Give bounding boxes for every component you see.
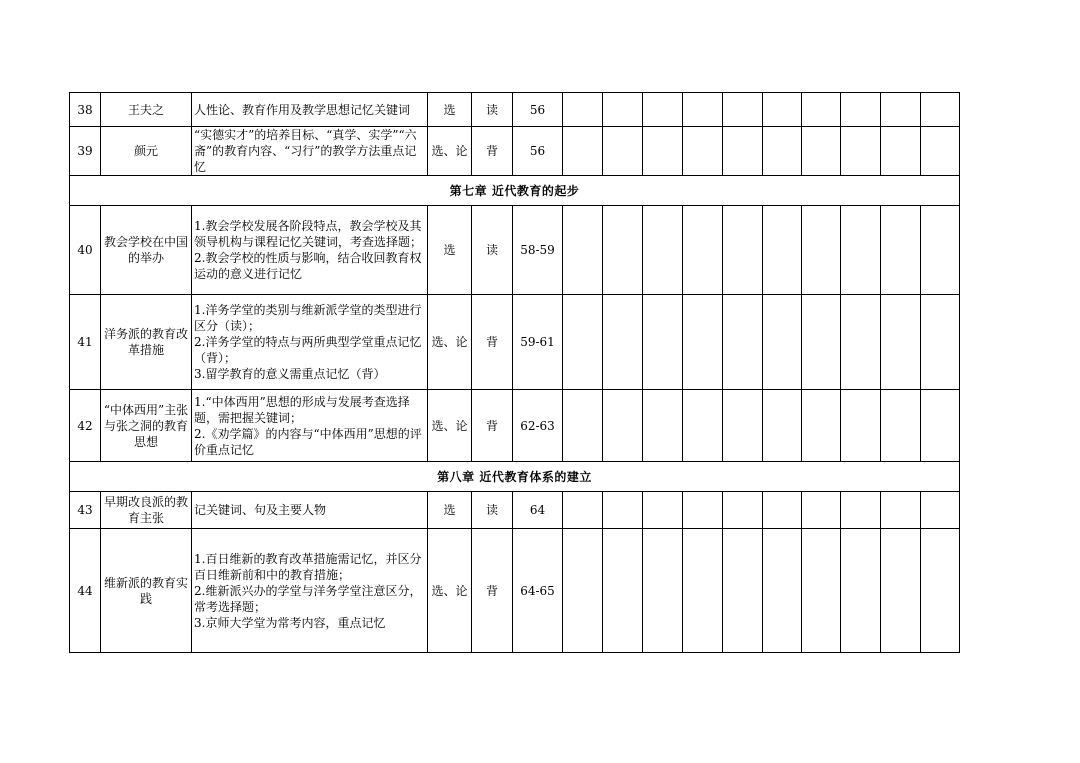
checkbox-cell (603, 492, 643, 529)
checkbox-cell (723, 93, 763, 127)
row-number: 41 (70, 295, 101, 390)
description-line: 2.洋务学堂的特点与两所典型学堂重点记忆（背）； (194, 335, 422, 365)
checkbox-cell (563, 127, 603, 176)
row-number: 44 (70, 529, 101, 653)
description-line: 2.《劝学篇》的内容与“中体西用”思想的评价重点记忆 (194, 426, 422, 457)
checkbox-cell (643, 390, 683, 462)
table-row (70, 529, 960, 653)
study-method-cell: 读 (472, 93, 513, 127)
checkbox-cell (763, 206, 802, 295)
study-method-cell: 背 (472, 295, 513, 390)
study-method-cell: 读 (472, 492, 513, 529)
checkbox-cell (643, 529, 683, 653)
checkbox-cell (763, 390, 802, 462)
table-row (70, 390, 960, 462)
study-method-cell: 背 (472, 127, 513, 176)
checkbox-cell (802, 295, 841, 390)
topic-cell: 颜元 (101, 127, 192, 176)
checkbox-cell (841, 295, 881, 390)
checkbox-cell (802, 93, 841, 127)
checkbox-cell (841, 93, 881, 127)
question-type-cell: 选 (428, 206, 472, 295)
chapter-row (70, 462, 960, 492)
checkbox-cell (881, 206, 921, 295)
study-method-cell: 背 (472, 390, 513, 462)
description-line: 3.留学教育的意义需重点记忆（背） (194, 367, 386, 381)
topic-cell: 教会学校在中国的举办 (101, 206, 192, 295)
checkbox-cell (683, 390, 723, 462)
checkbox-cell (921, 206, 960, 295)
checkbox-cell (723, 127, 763, 176)
description-cell (192, 93, 428, 127)
table-row (70, 492, 960, 529)
description-cell (192, 206, 428, 295)
checkbox-cell (643, 206, 683, 295)
checkbox-cell (563, 529, 603, 653)
study-method-cell: 背 (472, 529, 513, 653)
description-cell (192, 127, 428, 176)
checkbox-cell (723, 206, 763, 295)
checkbox-cell (563, 390, 603, 462)
row-number: 40 (70, 206, 101, 295)
checkbox-cell (881, 93, 921, 127)
checkbox-cell (603, 295, 643, 390)
row-number: 39 (70, 127, 101, 176)
page-range-cell: 58-59 (513, 206, 563, 295)
topic-cell: 早期改良派的教育主张 (101, 492, 192, 529)
checkbox-cell (921, 93, 960, 127)
checkbox-cell (683, 93, 723, 127)
checkbox-cell (802, 127, 841, 176)
description-cell (192, 295, 428, 390)
description-cell (192, 390, 428, 462)
checkbox-cell (603, 93, 643, 127)
checkbox-cell (683, 529, 723, 653)
checkbox-cell (881, 529, 921, 653)
page-range-cell: 56 (513, 127, 563, 176)
page-range-cell: 59-61 (513, 295, 563, 390)
description-cell (192, 492, 428, 529)
checkbox-cell (802, 390, 841, 462)
checkbox-cell (643, 93, 683, 127)
checkbox-cell (723, 529, 763, 653)
checkbox-cell (763, 529, 802, 653)
checkbox-cell (763, 492, 802, 529)
checkbox-cell (841, 206, 881, 295)
checkbox-cell (683, 127, 723, 176)
row-number: 43 (70, 492, 101, 529)
checkbox-cell (723, 492, 763, 529)
page-range-cell: 64 (513, 492, 563, 529)
checkbox-cell (921, 295, 960, 390)
question-type-cell: 选、论 (428, 390, 472, 462)
description-line: 3.京师大学堂为常考内容，重点记忆 (194, 615, 386, 630)
checkbox-cell (723, 295, 763, 390)
checkbox-cell (683, 492, 723, 529)
checkbox-cell (763, 295, 802, 390)
checkbox-cell (563, 492, 603, 529)
checkbox-cell (603, 127, 643, 176)
checkbox-cell (841, 390, 881, 462)
page-range-cell: 64-65 (513, 529, 563, 653)
checkbox-cell (643, 127, 683, 176)
page-range-cell: 62-63 (513, 390, 563, 462)
checkbox-cell (881, 295, 921, 390)
description-cell (192, 529, 428, 653)
checkbox-cell (763, 93, 802, 127)
table-row (70, 206, 960, 295)
question-type-cell: 选 (428, 492, 472, 529)
table-row (70, 93, 960, 127)
checkbox-cell (921, 390, 960, 462)
table-row (70, 295, 960, 390)
topic-cell: 王夫之 (101, 93, 192, 127)
checkbox-cell (763, 127, 802, 176)
description-line: 人性论、教育作用及教学思想记忆关键词 (194, 102, 411, 117)
row-number: 38 (70, 93, 101, 127)
page-range-cell: 56 (513, 93, 563, 127)
description-line: 1.“中体西用”思想的形成与发展考查选择题，需把握关键词； (194, 394, 410, 425)
checkbox-cell (603, 529, 643, 653)
checkbox-cell (802, 206, 841, 295)
row-number: 42 (70, 390, 101, 462)
study-method-cell: 读 (472, 206, 513, 295)
checkbox-cell (563, 93, 603, 127)
checkbox-cell (921, 529, 960, 653)
checkbox-cell (921, 127, 960, 176)
checkbox-cell (643, 295, 683, 390)
checkbox-cell (841, 127, 881, 176)
checkbox-cell (683, 295, 723, 390)
chapter-row (70, 176, 960, 206)
checkbox-cell (881, 492, 921, 529)
checkbox-cell (841, 529, 881, 653)
description-line: 2.教会学校的性质与影响，结合收回教育权运动的意义进行记忆 (194, 251, 422, 281)
checkbox-cell (881, 390, 921, 462)
checkbox-cell (563, 295, 603, 390)
checkbox-cell (802, 529, 841, 653)
topic-cell: 维新派的教育实践 (101, 529, 192, 653)
topic-cell: “中体西用”主张与张之洞的教育思想 (101, 390, 192, 462)
description-line: 1.百日维新的教育改革措施需记忆，并区分百日维新前和中的教育措施； (194, 551, 422, 582)
question-type-cell: 选、论 (428, 529, 472, 653)
checkbox-cell (723, 390, 763, 462)
question-type-cell: 选、论 (428, 295, 472, 390)
description-line: 1.洋务学堂的类别与维新派学堂的类型进行区分（读）； (194, 303, 422, 333)
checkbox-cell (802, 492, 841, 529)
checkbox-cell (563, 206, 603, 295)
checkbox-cell (841, 492, 881, 529)
description-line: 2.维新派兴办的学堂与洋务学堂注意区分，常考选择题； (194, 583, 422, 614)
question-type-cell: 选、论 (428, 127, 472, 176)
checkbox-cell (921, 492, 960, 529)
question-type-cell: 选 (428, 93, 472, 127)
description-line: 1.教会学校发展各阶段特点，教会学校及其领导机构与课程记忆关键词，考查选择题； (194, 219, 423, 249)
description-line: “实德实才”的培养目标、“真学、实学”“六斋”的教育内容、“习行”的教学方法重点记忆 (194, 128, 417, 174)
checkbox-cell (603, 206, 643, 295)
topic-cell: 洋务派的教育改革措施 (101, 295, 192, 390)
description-line: 记关键词、句及主要人物 (194, 503, 327, 517)
chapter-title: 第八章 近代教育体系的建立 (70, 462, 960, 492)
table-row (70, 127, 960, 176)
checkbox-cell (643, 492, 683, 529)
chapter-title: 第七章 近代教育的起步 (70, 176, 960, 206)
checkbox-cell (683, 206, 723, 295)
checkbox-cell (603, 390, 643, 462)
study-plan-table (69, 92, 960, 653)
checkbox-cell (881, 127, 921, 176)
